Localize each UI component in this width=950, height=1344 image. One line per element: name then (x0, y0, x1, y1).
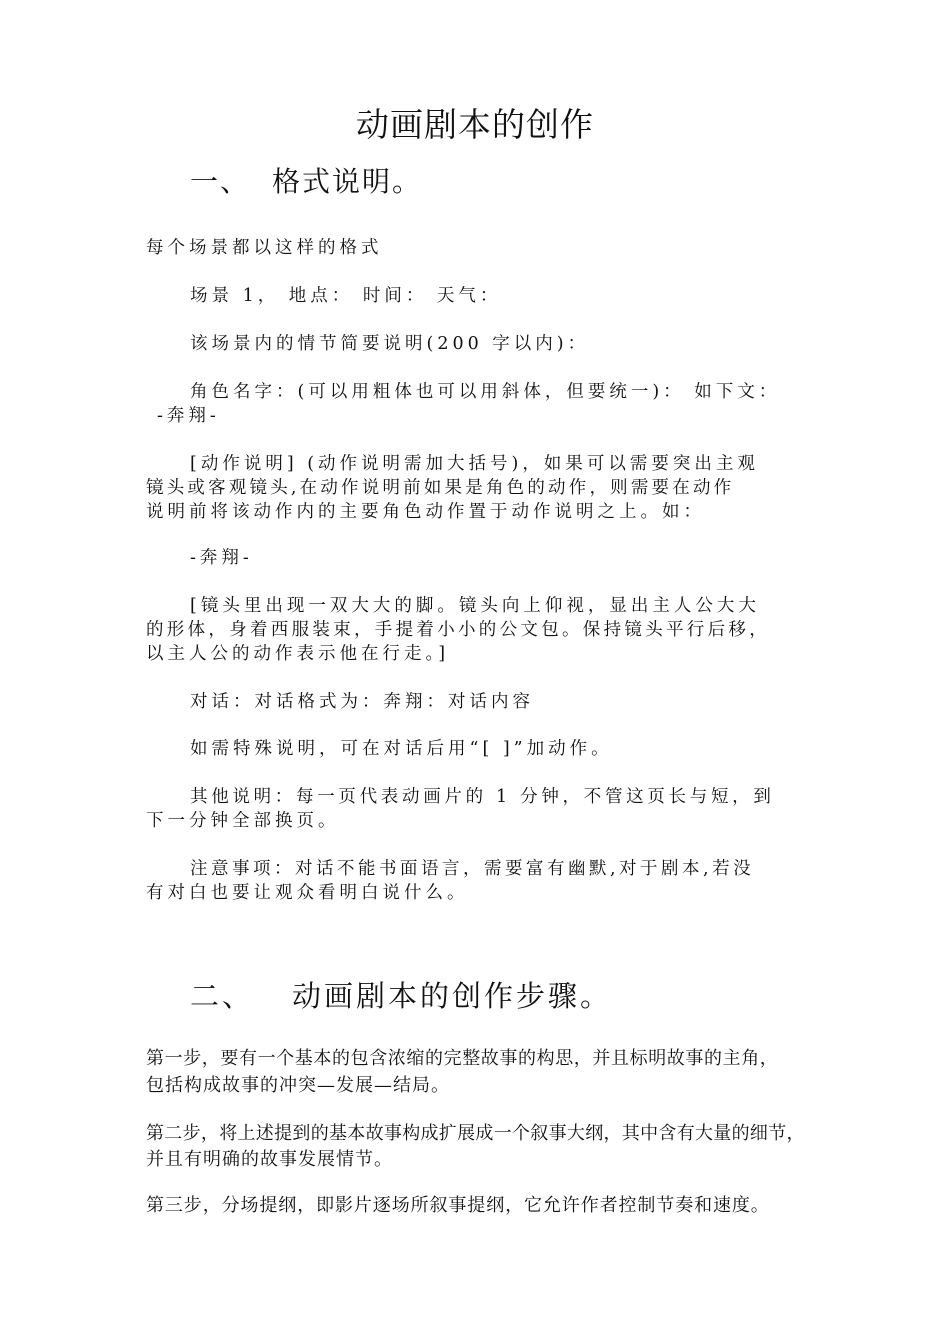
text-line: 每个场景都以这样的格式 (146, 238, 383, 258)
text-line: 第二步，将上述提到的基本故事构成扩展成一个叙事大纲，其中含有大量的细节， (146, 1123, 805, 1144)
text-line: 注意事项：对话不能书面语言，需要富有幽默,对于剧本,若没 (190, 859, 755, 879)
section-heading-steps (190, 978, 612, 1014)
text-line: [镜头里出现一双大大的脚。镜头向上仰视，显出主人公大大 (190, 596, 760, 616)
text-line: 场景 1， 地点： 时间： 天气： (190, 286, 502, 306)
text-line: [动作说明] (动作说明需加大括号)，如果可以需要突出主观 (190, 454, 759, 474)
text-line: 该场景内的情节简要说明(200 字以内)： (190, 334, 590, 354)
text-line: 有对白也要让观众看明白说什么。 (146, 883, 469, 903)
section-heading-text: 动画剧本的创作步骤。 (292, 979, 613, 1013)
text-line: 下一分钟全部换页。 (146, 811, 340, 831)
text-line: 镜头或客观镜头,在动作说明前如果是角色的动作，则需要在动作 (146, 478, 735, 498)
text-line: 其他说明：每一页代表动画片的 1 分钟，不管这页长与短，到 (190, 787, 775, 807)
text-line: -奔翔- (190, 548, 253, 568)
section-heading-format (190, 164, 422, 200)
text-line: 说明前将该动作内的主要角色动作置于动作说明之上。如： (146, 502, 705, 522)
text-line: 角色名字：(可以用粗体也可以用斜体，但要统一)： 如下文： (190, 382, 781, 402)
text-line: 并且有明确的故事发展情节。 (146, 1149, 393, 1170)
text-line: 以主人公的动作表示他在行走。] (146, 644, 450, 664)
section-heading-text: 格式说明。 (272, 165, 423, 198)
section-number: 二、 (190, 979, 255, 1013)
text-line: 包括构成故事的冲突—发展—结局。 (146, 1075, 450, 1096)
text-line: -奔翔- (157, 406, 220, 426)
text-line: 对话：对话格式为：奔翔：对话内容 (190, 692, 534, 712)
text-line: 第一步，要有一个基本的包含浓缩的完整故事的构思，并且标明故事的主角， (146, 1048, 779, 1069)
text-line: 如需特殊说明，可在对话后用“[ ]”加动作。 (190, 739, 613, 759)
page-title: 动画剧本的创作 (356, 105, 594, 144)
section-number: 一、 (190, 165, 251, 198)
text-line: 第三步，分场提纲，即影片逐场所叙事提纲，它允许作者控制节奏和速度。 (146, 1195, 770, 1216)
text-line: 的形体，身着西服装束，手提着小小的公文包。保持镜头平行后移， (146, 620, 770, 640)
